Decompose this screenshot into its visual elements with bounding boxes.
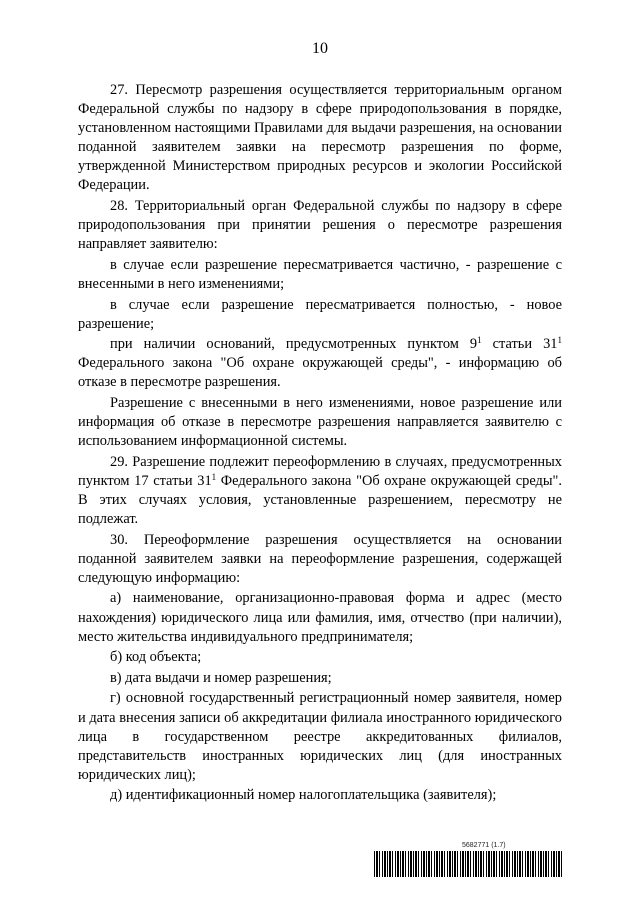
paragraph-30-item-e: д) идентификационный номер налогоплательщика (заявителя); — [110, 787, 497, 804]
document-body — [78, 81, 562, 805]
page-number: 10 — [312, 40, 328, 57]
paragraph-30: 30. Переоформление разрешения осуществляется на основании поданной заявителем заявки на переоформление разрешения, содержащей следующую информацию: — [78, 531, 562, 586]
text-run: статьи 31 — [481, 336, 558, 353]
paragraph-28-item-refusal — [78, 335, 562, 392]
document-id: 5682771 (1.7) — [462, 842, 506, 849]
paragraph-28: 28. Территориальный орган Федеральной службы по надзору в сфере природопользования при принятии решения о пересмотре разрешения направляет заявителю: — [78, 198, 562, 253]
paragraph-30-item-a: а) наименование, организационно-правовая форма и адрес (место нахождения) юридического лица или фамилия, имя, отчество (при наличии), место жительства индивидуального предпринимателя; — [78, 590, 562, 645]
superscript: 1 — [557, 335, 562, 346]
text-run: Федерального закона "Об охране окружающей среды", - информацию об отказе в пересмотре разрешения. — [78, 355, 562, 391]
text-run: 29. Разрешение подлежит переоформлению в случаях, предусмотренных пунктом 17 статьи 31 — [78, 453, 562, 489]
paragraph-29 — [78, 453, 562, 529]
barcode — [374, 851, 562, 877]
paragraph-28-item-partial: в случае если разрешение пересматривается частично, - разрешение с внесенными в него изменениями; — [78, 256, 562, 292]
paragraph-30-item-c: в) дата выдачи и номер разрешения; — [110, 669, 332, 686]
paragraph-28-item-full: в случае если разрешение пересматривается полностью, - новое разрешение; — [78, 296, 562, 332]
paragraph-30-item-d: г) основной государственный регистрационный номер заявителя, номер и дата внесения записи об аккредитации филиала иностранного юридического лица в государственном реестре аккредитованных филиалов, представительств иностранных юридических лиц (для иностранных юридических лиц); — [78, 690, 562, 783]
text-run: при наличии оснований, предусмотренных пунктом 9 — [110, 336, 478, 353]
paragraph-28-delivery: Разрешение с внесенными в него изменениями, новое разрешение или информация об отказе в пересмотре разрешения направляется заявителю с использованием информационной системы. — [78, 395, 562, 450]
text-run: Федерального закона "Об охране окружающей среды". В этих случаях условия, установленные разрешением, пересмотру не подлежат. — [78, 472, 562, 528]
superscript: 1 — [477, 335, 482, 346]
superscript: 1 — [211, 471, 217, 482]
paragraph-30-item-b: б) код объекта; — [110, 649, 202, 666]
paragraph-27: 27. Пересмотр разрешения осуществляется территориальным органом Федеральной службы по надзору в сфере природопользования в порядке, установленном настоящими Правилами для выдачи разрешения, на основании поданной заявителем заявки на пересмотр разрешения по форме, утвержденной Министерством природных ресурсов и экологии Российской Федерации. — [78, 82, 562, 194]
